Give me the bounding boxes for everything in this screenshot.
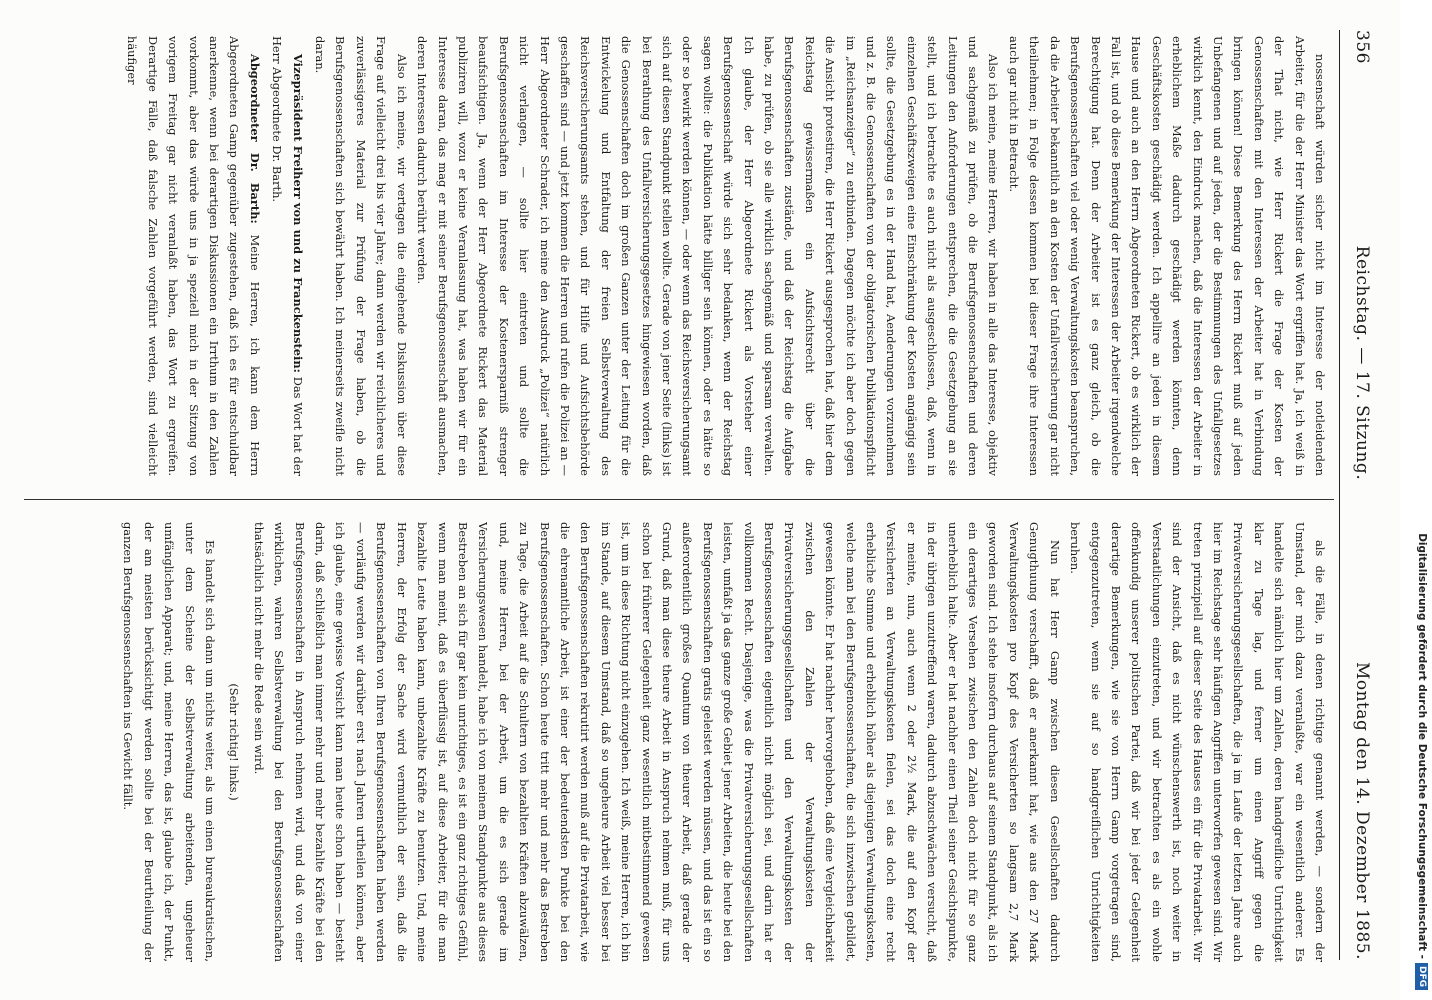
page-number: 356 (1352, 30, 1372, 64)
stage-direction: (Sehr richtig! links.) (227, 683, 242, 801)
speech-text: Das Wort hat der Herr Abgeordnete Dr. Barth. (270, 36, 305, 476)
body-paragraph: nossenschaft würden sicher nicht im Interesse der notleidenden Arbeiter, für die der Herr Minister das Wort ergriffen hat. Ja, ich weiß in der That nicht, wie Herr Rickert die Frage der Kosten der Genossenschaften mit den Interessen der Arbeiter hat in Verbindung bringen können! Diese Bemerkung des Herrn Rickert muß auf jeden Unbefangenen und auf jeden, der die Bestimmungen des Unfallgesetzes wirklich kennt, den Eindruck machen, daß die Interessen der Arbeiter in erheblichem Maße dadurch geschädigt werden könnten, denn Geschäftskosten geschädigt werden. Ich appellire an jeden in diesem Hause und auch an den Herrn Abgeordneten Rickert, ob es wirklich der Fall ist, und ob diese Bemerkung der Interessen der Arbeiter irgendwelche Berechtigung hat. Denn der Arbeiter ist es ganz gleich, ob die Berufsgenossenschaften viel oder wenig Verwaltungskosten beanspruchen, da die Arbeiter bekanntlich an den Kosten der Unfallversicherung gar nicht theilnehmen; in Folge dessen kommen bei dieser Frage ihre Interessen auch gar nicht in Betracht. (1006, 36, 1327, 476)
speaker-paragraph (122, 36, 265, 476)
speaker-name: Vizepräsident Freiherr von und zu Franckenstein: (290, 54, 305, 373)
speech-text: Meine Herren, ich kann dem Herrn Abgeordneten Gamp gegenüber zugestehen, daß ich es für entschuldbar anerkenne, wenn bei derartigen Diskussionen ein Irrthum in den Zahlen vorkommt, aber das würde uns in ja speziell mich in der Sitzung von vorigem Freitag gar nicht veranlaßt haben, das Wort zu ergreifen. Derartige Fälle, daß falsche Zahlen vorgeführt werden, sind vielleicht häufiger (125, 36, 262, 476)
body-paragraph: Also ich meine, meine Herren, wir haben in alle das Interesse, objektiv und sachgemäß zu prüfen, ob die Berufsgenossenschaften und deren Leitungen den Anforderungen entsprechen, die die Gesetzgebung an sie stellt, und ich betrachte es auch nicht als ausgeschlossen, daß, wenn in einzelnen Geschäftszweigen eine Einschränkung der Kosten angängig sein sollte, die Gesetzgebung es in der Hand hat, Aenderungen vorzunehmen und z. B. die Genossenschaften von der obligatorischen Publikationspflicht im „Reichsanzeiger“ zu entbinden. Dagegen möchte ich aber doch gegen die Ansicht protestiren, die Herr Rickert ausgesprochen hat, daß hier dem Reichstag gewissermaßen ein Aufsichtsrecht über die Berufsgenossenschaften zustände, und daß der Reichstag die Aufgabe habe, zu prüfen, ob sie alle wirklich sachgemäß und sparsam verwalten. Ich glaube, der Herr Abgeordnete Rickert als Vorsteher einer Berufsgenossenschaft würde sich sehr bedanken, wenn der Reichstag sagen wollte: die Publikation hätte billiger sein können, oder es hätte so oder so bewirkt werden können, — oder wenn das Reichsversicherungsamt sich auf diesen Standpunkt stellen wollte. Gerade von jener Seite (links) ist bei Berathung des Unfallversicherungsgesetzes hingewiesen worden, daß die Genossenschaften doch im großen Ganzen unter der Leitung für die Entwickelung und Entfaltung der freien Selbstverwaltung des Reichsversicherungsamts stehen, und für Hilfe und Aufsichtsbehörde geschaffen sind — und jetzt kommen die Herren und rufen die Polizei an — Herr Abgeordneter Schrader, ich meine den Ausdruck „Polizei“ natürlich nicht verlangen, — sollte hier eintreten und sollte die Berufsgenossenschaften im Interesse der Kostenersparniß strenger beaufsichtigen. Ja, wenn der Herr Abgeordnete Rickert das Material publiziren will, wozu er keine Veranlassung hat, was haben wir für ein Interesse daran, das mag er mit seiner Berufsgenossenschaft ausmachen, deren Interessen dadurch berührt werden. (415, 36, 1001, 476)
dfg-logo: DFG (1416, 963, 1429, 990)
body-paragraph: als die Fälle, in denen richtige genannt werden, — sondern der Umstand, der mich dazu veranlaßte, war ein wesentlich anderer. Es handelte sich nämlich hier um Zahlen, deren handgreifliche Unrichtigkeit klar zu Tage lag, und ferner um einen Angriff gegen die Privatversicherungsgesellschaften, die ja im Laufe der letzten Jahre auch hier im Reichstage sehr häufigen Angriffen unterworfen gewesen sind. Wir treten prinzipiell auf dieser Seite des Hauses ein für die Privatarbeit. Wir sind der Ansicht, daß es nicht wünschenswerth ist, noch weiter in Verstaatlichungen einzutreten, und wir betrachten es als ein wohle offenkundig unserer politischen Partei, daß wir bei jeder Gelegenheit derartige Bemerkungen, wie sie von Herrn Gamp vorgetragen sind, entgegenzutreten, wenn sie auf so handgreiflichen Unrichtigkeiten beruhen. (1068, 522, 1327, 962)
column-divider (24, 499, 1334, 500)
body-paragraph: Nun hat Herr Gamp zwischen diesen Gesellschaften dadurch Genugthuung verschafft, daß er anerkannt hat, wie aus den 27 Mark Verwaltungskosten pro Kopf des Versicherten so langsam 2,7 Mark geworden sind. Ich stehe insofern durchaus auf seinem Standpunkt, als ich ein derartiges Versehen zwischen den Zahlen doch nicht für so ganz unerheblich halte. Aber er hat nachher einen Theil seiner Gesichtspunkte, in der übrigen unzutreffend waren, dadurch abzuschwächen versucht, daß er meinte, nun, auch wenn 2 oder 2½ Mark, die auf den Kopf der Versicherten an Verwaltungskosten fielen, sei das doch eine recht erhebliche Summe und erheblich höher als diejenigen Verwaltungskosten, welche man bei den Berufsgenossenschaften, die sich inzwischen gebildet, gewesen könnte. Er hat nachher hervorgehoben, daß eine Vergleichbarkeit zwischen den Zahlen der Verwaltungskosten der Privatversicherungsgesellschaften und den Verwaltungskosten der Berufsgenossenschaften eigentlich nicht möglich sei, und darin hat er vollkommen Recht. Dasjenige, was die Privatversicherungsgesellschaften leisten, umfaßt ja das ganze große Gebiet jener Arbeiten, die heute bei den Berufsgenossenschaften gratis geleistet werden müssen, und das ist ein so außerordentlich großes Quantum von theurer Arbeit, daß gerade der Grund, daß man diese theure Arbeit in Anspruch nehmen muß, für uns schon bei früherer Gelegenheit ganz wesentlich mitbestimmend gewesen ist, um in diese Richtung nicht einzugehen. Ich weiß, meine Herren, ich bin im Stande, auf diesem Umstand, daß so ungeheure Arbeit viel besser bei den Berufsgenossenschaften rekrutirt werden muß auf die Privatarbeit, wie die ehrenamtliche Arbeit, ist einer der bedeutendsten Punkte bei den Berufsgenossenschaften. Schon heute tritt mehr und mehr das Bestreben zu Tage, die Arbeit auf die Schultern von bezahlten Kräften abzuwälzen, und, meine Herren, bei der Arbeit, um die es sich gerade im Versicherungswesen handelt, habe ich von meinem Standpunkte aus dieses Bestreben an sich für gar kein unrichtiges, es ist ein ganz richtiges Gefühl, wenn man meint, daß es überflüssig ist, auf diese Arbeiter, für die man bezahlte Leute haben kann, unbezahlte Kräfte zu benutzen. Und, meine Herren, der Erfolg der Sache wird vermuthlich der sein, daß die Berufsgenossenschaften von Ihren Berufsgenossenschaften haben werden — vorläufig werden wir darüber erst nach Jahren urtheilen können, aber ich glaube, eine gewisse Vorsicht kann man heute schon haben — besteht darin, daß schließlich man immer mehr und mehr bezahlte Kräfte bei den Berufsgenossenschaften in Anspruch nehmen wird, und daß von einer wirklichen, wahren Selbstverwaltung bei den Berufsgenossenschaften thatsächlich nicht mehr die Rede sein wird. (251, 522, 1062, 962)
header-rule (1339, 30, 1340, 960)
digitization-credit (1412, 0, 1432, 1000)
speaker-name: Abgeordneter Dr. Barth: (247, 54, 262, 224)
session-date: Montag den 14. Dezember 1885. (1352, 661, 1372, 960)
right-column (30, 522, 1330, 962)
speaker-paragraph (267, 36, 308, 476)
credit-text: Digitalisierung gefördert durch die Deutsche Forschungsgemeinschaft - (1416, 533, 1428, 959)
body-paragraph: Also ich meine, wir vertagen die eingehende Diskussion über diese Frage auf vielleicht drei bis vier Jahre; dann werden wir reichlicheres und zuverlässigeres Material zur Prüfung der Frage haben, ob die Berufsgenossenschaften sich bewährt haben. Ich meinerseits zweifle nicht daran. (313, 36, 409, 476)
session-title: Reichstag. — 17. Sitzung. (1352, 245, 1372, 481)
body-paragraph: Es handelt sich dann um nichts weiter, als um einen bureaukratischen, unter dem Scheine der Selbstverwaltung arbeitenden, ungeheuer umfänglichen Apparat; und, meine Herren, das ist, glaube ich, der Punkt, der am meisten berücksichtigt werden sollte bei der Beurtheilung der ganzen Berufsgenossenschaften ins Gewicht fällt. (121, 522, 218, 962)
left-column (30, 36, 1330, 476)
page-header (1346, 30, 1372, 960)
